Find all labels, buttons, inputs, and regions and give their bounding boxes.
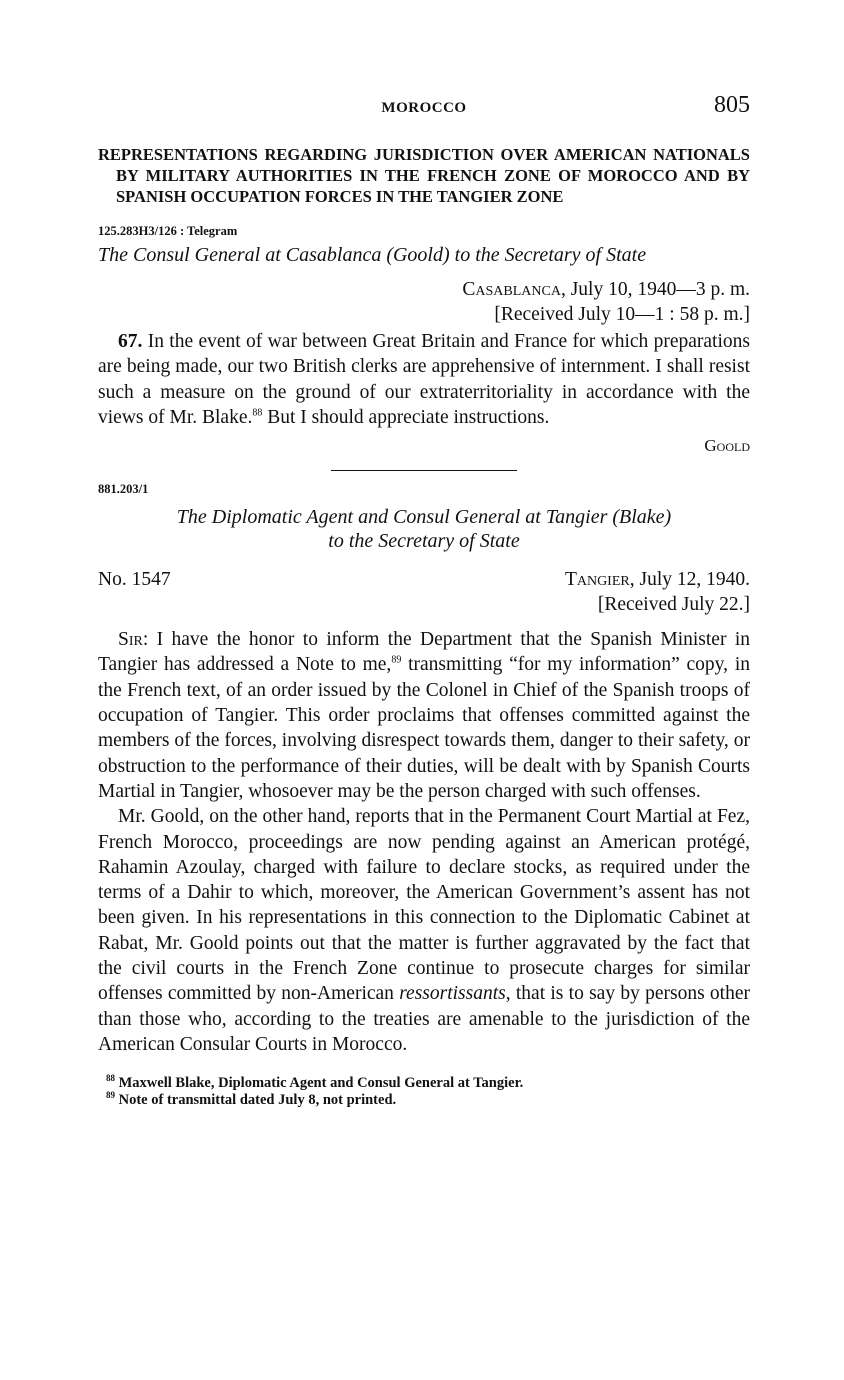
doc2-heading-line1: The Diplomatic Agent and Consul General at Tangier (Blake): [176, 506, 672, 529]
doc2-file-reference: 881.203/1: [98, 482, 149, 497]
running-title: MOROCCO: [381, 100, 467, 116]
footnote-text: Note of transmittal dated July 8, not printed.: [118, 1092, 397, 1109]
doc2-p1-part1: : I have the honor to inform the Department that the Spanish Minister in Tangier has addressed a Note to me,: [98, 629, 750, 676]
doc1-file-reference: 125.283H3/126 : Telegram: [98, 224, 238, 238]
doc2-heading-line2: to the Secretary of State: [328, 530, 520, 553]
doc2-date: , July 12, 1940.: [629, 569, 750, 591]
doc2-received: [Received July 22.]: [597, 594, 750, 616]
footnote-ref-88: 88: [252, 407, 263, 419]
doc2-p1-part2: transmitting “for my information” copy, in the French text, of an order issued by the Colonel in Chief of the Spanish troops of occupation of Tangier. This order proclaims that offenses committed against the members of the forces, involving disrespect towards them, danger to their safety, or obstruction to the performance of their duties, will be dealt with by Spanish Courts Martial in Tangier, whosoever may be the person charged with such offenses.: [98, 654, 750, 802]
doc2-p2-part2: , that is to say by persons other than those who, according to the treaties are amenable to the jurisdiction of the American Consular Courts in Morocco.: [98, 983, 750, 1055]
footnote-mark: 88: [106, 1073, 115, 1084]
footnote-ref-89: 89: [391, 654, 402, 666]
doc1-date: , July 10, 1940—3 p. m.: [560, 279, 750, 300]
doc2-number: No. 1547: [98, 569, 171, 591]
doc1-body: [98, 329, 750, 430]
doc2-salutation: Sir: [118, 629, 143, 651]
footnote-mark: 89: [106, 1090, 115, 1101]
doc1-place: Casablanca: [462, 279, 561, 300]
doc1-signature: Goold: [704, 436, 750, 456]
doc1-number: 67.: [118, 331, 143, 352]
footnote-text: Maxwell Blake, Diplomatic Agent and Consul General at Tangier.: [118, 1075, 524, 1092]
doc2-dateline-block: [565, 567, 750, 617]
doc2-paragraph-1: [98, 627, 750, 804]
page-number: 805: [714, 92, 750, 118]
doc2-place: Tangier: [564, 569, 630, 591]
doc2-paragraph-2: [98, 804, 750, 1057]
doc2-p2-part1: Mr. Goold, on the other hand, reports that in the Permanent Court Martial at Fez, French Morocco, proceedings are now pending against an American protégé, Rahamin Azoulay, charged with failure to declare stocks, as required under the terms of a Dahir to which, moreover, the American Government’s assent has not been given. In his representations in this connection to the Diplomatic Cabinet at Rabat, Mr. Goold points out that the matter is further aggravated by the fact that the civil courts in the French Zone continue to prosecute charges for similar offenses committed by non-American: [98, 806, 750, 1005]
doc1-received: [Received July 10—1 : 58 p. m.]: [494, 304, 750, 325]
doc1-text-part1: In the event of war between Great Britain and France for which preparations are being made, our two British clerks are apprehensive of internment. I shall resist such a measure on the ground of our extraterritoriality in accordance with the views of Mr. Blake.: [98, 331, 750, 428]
footnote-89: [106, 1092, 750, 1109]
footnote-88: [106, 1075, 750, 1092]
section-divider: [331, 470, 517, 471]
section-title: REPRESENTATIONS REGARDING JURISDICTION OVER AMERICAN NATIONALS BY MILITARY AUTHORITIES IN THE FRENCH ZONE OF MOROCCO AND BY SPANISH OCCUPATION FORCES IN THE TANGIER ZONE: [98, 145, 750, 206]
footnotes: [98, 1075, 750, 1109]
document-page: [98, 92, 750, 1109]
doc2-p2-italic: ressortissants: [399, 983, 506, 1005]
doc1-heading: The Consul General at Casablanca (Goold) to the Secretary of State: [98, 244, 647, 266]
doc1-dateline: [98, 277, 750, 302]
doc2-number-date-row: [98, 567, 750, 617]
doc2-dateline: [565, 567, 750, 592]
running-head: [98, 92, 750, 122]
doc1-text-part2: But I should appreciate instructions.: [262, 406, 550, 428]
